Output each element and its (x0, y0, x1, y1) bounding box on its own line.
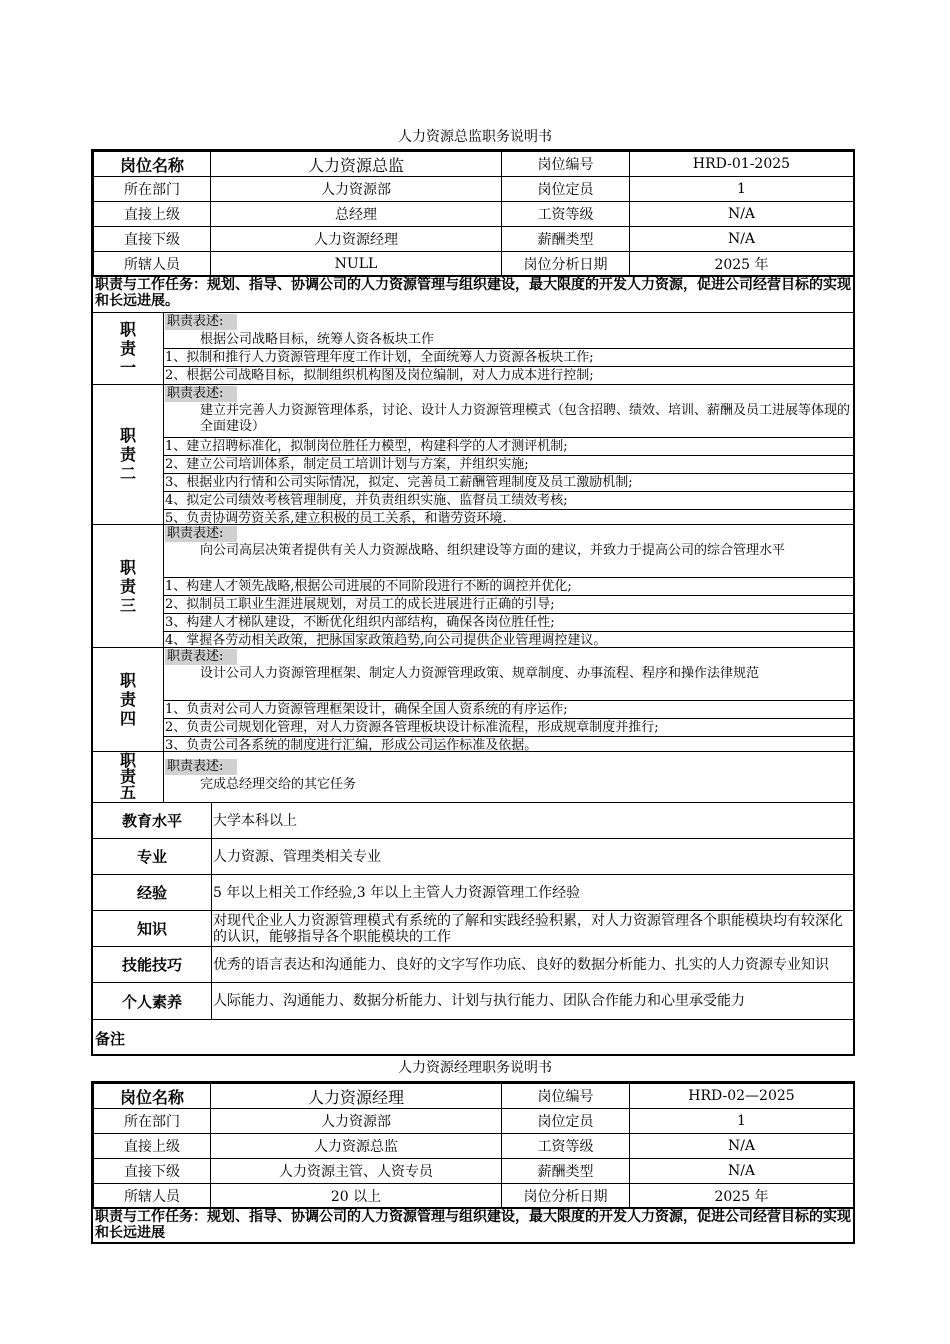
info-value: HRD-01-2025 (630, 152, 854, 177)
duty-section-3 (93, 524, 853, 647)
info-value: 20 以上 (211, 1184, 502, 1209)
info-value: 人力资源主管、人资专员 (211, 1159, 502, 1184)
duty-header: 职责表述: (165, 649, 237, 665)
duty-section-5 (93, 751, 853, 802)
doc2-title: 人力资源经理职务说明书 (398, 1060, 552, 1076)
req-row-education: 教育水平 大学本科以上 (93, 802, 853, 838)
duty-header: 职责表述: (165, 759, 237, 775)
duty-header: 职责表述: (165, 526, 237, 542)
task-summary (93, 1207, 853, 1244)
info-label: 岗位编号 (502, 1084, 630, 1109)
info-label: 直接下级 (94, 227, 211, 252)
duty-item: 2、根据公司战略目标，拟制组织机构图及岗位编制，对人力成本进行控制; (165, 368, 594, 383)
info-value: 人力资源部 (211, 1109, 502, 1134)
duty-item: 3、构建人才梯队建设，不断优化组织内部结构，确保各岗位胜任性; (164, 614, 853, 632)
duty-item: 2、拟制员工职业生涯进展规划，对员工的成长进展进行正确的引导; (164, 596, 853, 614)
doc2-info-table (93, 1083, 854, 1209)
info-label: 所在部门 (94, 1109, 211, 1134)
duty-label: 职责三 (93, 525, 164, 647)
req-row-knowledge: 知识 对现代企业人力资源管理模式有系统的了解和实践经验积累，对人力资源管理各个职能模块均有较深化的认识，能够指导各个职能模块的工作 (93, 910, 853, 946)
duty-label: 职责一 (93, 313, 164, 384)
info-label: 岗位名称 (94, 152, 211, 177)
info-label: 所在部门 (94, 177, 211, 202)
info-label: 薪酬类型 (502, 227, 630, 252)
info-value: N/A (630, 227, 854, 252)
doc1-info-table (93, 151, 854, 277)
info-value: 人力资源经理 (211, 1084, 502, 1109)
duty-item: 2、建立公司培训体系，制定员工培训计划与方案，并组织实施; (164, 456, 853, 474)
doc1-table (91, 149, 855, 1056)
duty-item: 1、负责对公司人力资源管理框架设计，确保全国人资系统的有序运作; (164, 701, 853, 719)
duty-header: 职责表述: (165, 386, 237, 402)
duty-label: 职责二 (93, 385, 164, 524)
info-label: 岗位编号 (502, 152, 630, 177)
info-label: 薪酬类型 (502, 1159, 630, 1184)
info-value: 人力资源部 (211, 177, 502, 202)
info-value: 2025 年 (630, 252, 854, 277)
task-label: 职责与工作任务： (95, 1209, 207, 1225)
info-label: 岗位定员 (502, 1109, 630, 1134)
info-value: N/A (630, 1159, 854, 1184)
req-row-experience: 经验 5 年以上相关工作经验,3 年以上主管人力资源管理工作经验 (93, 874, 853, 910)
task-label: 职责与工作任务： (95, 277, 207, 293)
info-value: 人力资源总监 (211, 1134, 502, 1159)
info-value: 1 (630, 177, 854, 202)
req-row-qualities: 个人素养 人际能力、沟通能力、数据分析能力、计划与执行能力、团队合作能力和心里承受能力 (93, 982, 853, 1019)
info-value: 总经理 (211, 202, 502, 227)
duty-item: 1、拟制和推行人力资源管理年度工作计划，全面统筹人力资源各板块工作; (164, 349, 853, 367)
duty-item: 2、负责公司规划化管理，对人力资源各管理板块设计标准流程，形成规章制度并推行; (164, 719, 853, 737)
doc1-title: 人力资源总监职务说明书 (398, 129, 552, 145)
duty-desc: 向公司高层决策者提供有关人力资源战略、组织建设等方面的建议，并致力于提高公司的综合管理水平 (164, 543, 853, 578)
task-summary (93, 275, 853, 312)
duty-section-4 (93, 647, 853, 751)
info-label: 工资等级 (502, 1134, 630, 1159)
duty-header: 职责表述: (165, 314, 237, 330)
info-label: 所辖人员 (94, 252, 211, 277)
duty-label: 职责五 (93, 752, 164, 802)
duty-label: 职责四 (93, 648, 164, 751)
info-label: 直接下级 (94, 1159, 211, 1184)
info-label: 直接上级 (94, 1134, 211, 1159)
info-value: 人力资源经理 (211, 227, 502, 252)
duty-desc: 根据公司战略目标，统筹人资各板块工作 (164, 331, 853, 349)
info-value: 人力资源总监 (211, 152, 502, 177)
info-label: 工资等级 (502, 202, 630, 227)
duty-desc: 设计公司人力资源管理框架、制定人力资源管理政策、规章制度、办事流程、程序和操作法律规范 (164, 666, 853, 701)
task-text: 规划、指导、协调公司的人力资源管理与组织建设，最大限度的开发人力资源，促进公司经营目标的实现和长远进展。 (95, 277, 851, 309)
duty-item: 1、建立招聘标准化，拟制岗位胜任力模型，构建科学的人才测评机制; (164, 438, 853, 456)
duty-desc: 完成总经理交给的其它任务 (200, 777, 357, 792)
info-value: 2025 年 (630, 1184, 854, 1209)
duty-item: 1、构建人才领先战略,根据公司进展的不同阶段进行不断的调控并优化; (164, 578, 853, 596)
duty-item: 3、负责公司各系统的制度进行汇编，形成公司运作标准及依据。 (165, 738, 538, 753)
info-label: 岗位定员 (502, 177, 630, 202)
duty-section-1 (93, 312, 853, 384)
info-value: 1 (630, 1109, 854, 1134)
info-value: N/A (630, 202, 854, 227)
duty-item: 3、根据业内行情和公司实际情况，拟定、完善员工薪酬管理制度及员工激励机制; (164, 474, 853, 492)
info-label: 直接上级 (94, 202, 211, 227)
note-row: 备注 (93, 1019, 853, 1056)
doc2-table (91, 1081, 855, 1244)
duty-desc: 建立并完善人力资源管理体系，讨论、设计人力资源管理模式（包含招聘、绩效、培训、薪酬及员工进展等体现的全面建设） (164, 403, 853, 438)
task-text: 规划、指导、协调公司的人力资源管理与组织建设，最大限度的开发人力资源，促进公司经营目标的实现和长远进展 (95, 1209, 851, 1241)
info-label: 岗位分析日期 (502, 252, 630, 277)
req-row-major: 专业 人力资源、管理类相关专业 (93, 838, 853, 874)
duty-section-2 (93, 384, 853, 524)
info-value: NULL (211, 252, 502, 277)
info-value: N/A (630, 1134, 854, 1159)
info-value: HRD-02—2025 (630, 1084, 854, 1109)
duty-item: 4、掌握各劳动相关政策，把脉国家政策趋势,向公司提供企业管理调控建议。 (165, 633, 607, 648)
req-row-skills: 技能技巧 优秀的语言表达和沟通能力、良好的文字写作功底、良好的数据分析能力、扎实的人力资源专业知识 (93, 946, 853, 982)
duty-item: 5、负责协调劳资关系,建立积极的员工关系，和谐劳资环境. (165, 511, 507, 526)
info-label: 所辖人员 (94, 1184, 211, 1209)
duty-item: 4、拟定公司绩效考核管理制度，并负责组织实施、监督员工绩效考核; (164, 492, 853, 510)
info-label: 岗位分析日期 (502, 1184, 630, 1209)
info-label: 岗位名称 (94, 1084, 211, 1109)
